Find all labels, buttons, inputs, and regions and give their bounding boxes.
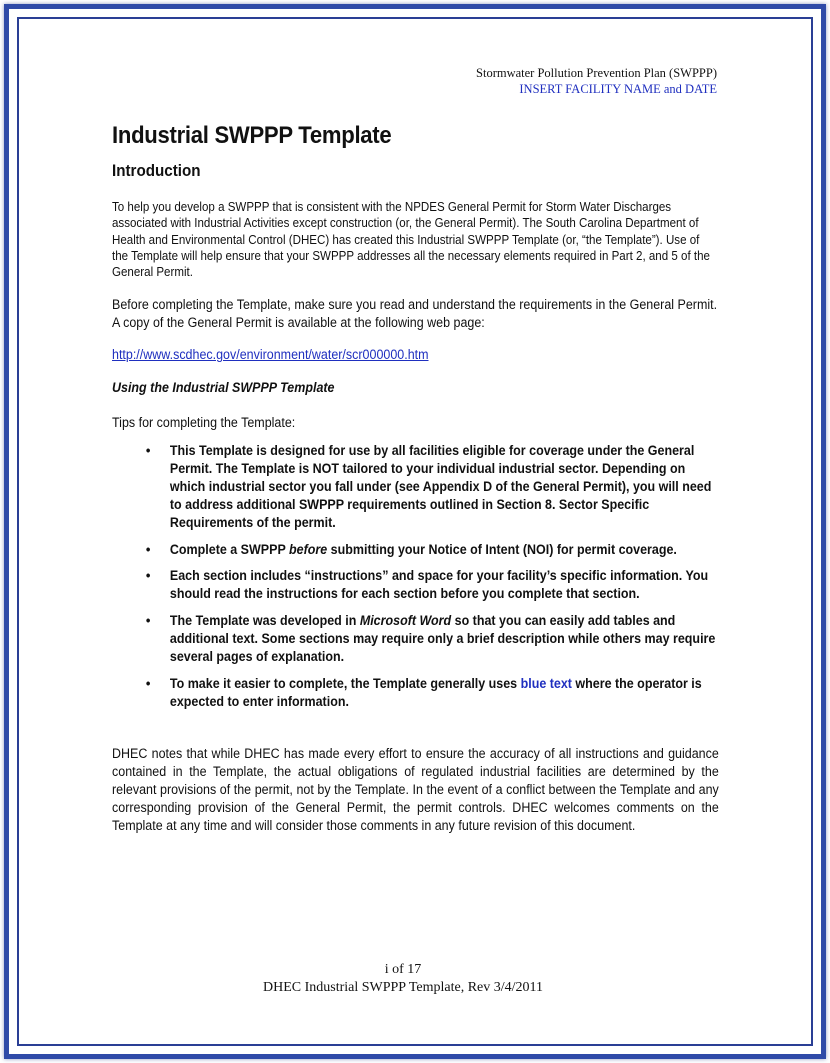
tip-text-post: where the operator is expected to enter information. (169, 675, 702, 709)
tip-item-microsoft-word (144, 612, 718, 666)
footer-document-title: DHEC Industrial SWPPP Template, Rev 3/4/2011 (262, 980, 544, 995)
tips-list (144, 442, 718, 720)
intro-paragraph: To help you develop a SWPPP that is consistent with the NPDES General Permit for Storm Water Discharges associated with Industrial Activities except construction (or, the General Permit). The South Carolina Department of Health and Environmental Control (DHEC) has created this Industrial SWPPP Template (or, “the Template”). Use of the Template will help ensure that your SWPPP addresses all the necessary elements required in Part 2, and 5 of the General Permit. (112, 200, 710, 280)
tip-item-blue-text (144, 675, 718, 711)
page-title: Industrial SWPPP Template (112, 122, 392, 149)
page-number: i of 17 (384, 962, 422, 977)
permit-paragraph: Before completing the Template, make sure you read and understand the requirements in the General Permit. A copy of the General Permit is available at the following web page: (112, 297, 718, 330)
tip-text-pre: To make it easier to complete, the Template generally uses (169, 675, 521, 691)
tip-item-eligibility (144, 442, 718, 532)
tip-item-instructions (144, 567, 718, 603)
tips-intro: Tips for completing the Template: (112, 415, 296, 430)
header-facility-placeholder: INSERT FACILITY NAME and DATE (519, 82, 717, 96)
header-plan-title: Stormwater Pollution Prevention Plan (SWPPP) (476, 66, 717, 80)
tip-text-pre: Complete a SWPPP (169, 541, 290, 557)
using-template-subheading: Using the Industrial SWPPP Template (112, 380, 335, 395)
tip-text-emphasis: Microsoft Word (359, 613, 452, 629)
tip-item-complete-before-noi (144, 541, 718, 559)
general-permit-link[interactable]: http://www.scdhec.gov/environment/water/scr000000.htm (112, 347, 429, 362)
tip-text-post: submitting your Notice of Intent (NOI) for permit coverage. (327, 541, 677, 557)
tip-text-emphasis: before (289, 541, 328, 557)
tip-text-post: so that you can easily add tables and additional text. Some sections may require only a brief description while others may require several pages of explanation. (169, 613, 716, 665)
page-footer (0, 961, 806, 997)
tip-text-pre: The Template was developed in (169, 613, 360, 629)
introduction-heading: Introduction (112, 162, 201, 180)
tip-text: Each section includes “instructions” and space for your facility’s specific information. You should read the instructions for each section before you complete that section. (169, 568, 709, 602)
tip-blue-text-sample: blue text (520, 675, 572, 691)
running-header (476, 65, 717, 97)
dhec-disclaimer-paragraph: DHEC notes that while DHEC has made every effort to ensure the accuracy of all instructions and guidance contained in the Template, the actual obligations of regulated industrial facilities are determined by the relevant provisions of the permit, not by the Template. In the event of a conflict between the Template and any corresponding provision of the General Permit, the permit controls. DHEC welcomes comments on the Template at any time and will consider those comments in any future revision of this document. (112, 746, 719, 833)
tip-text: This Template is designed for use by all facilities eligible for coverage under the General Permit. The Template is NOT tailored to your individual industrial sector. Depending on which industrial sector you fall under (see Appendix D of the General Permit), you will need to address additional SWPPP requirements outlined in Section 8. Sector Specific Requirements of the permit. (169, 443, 712, 530)
